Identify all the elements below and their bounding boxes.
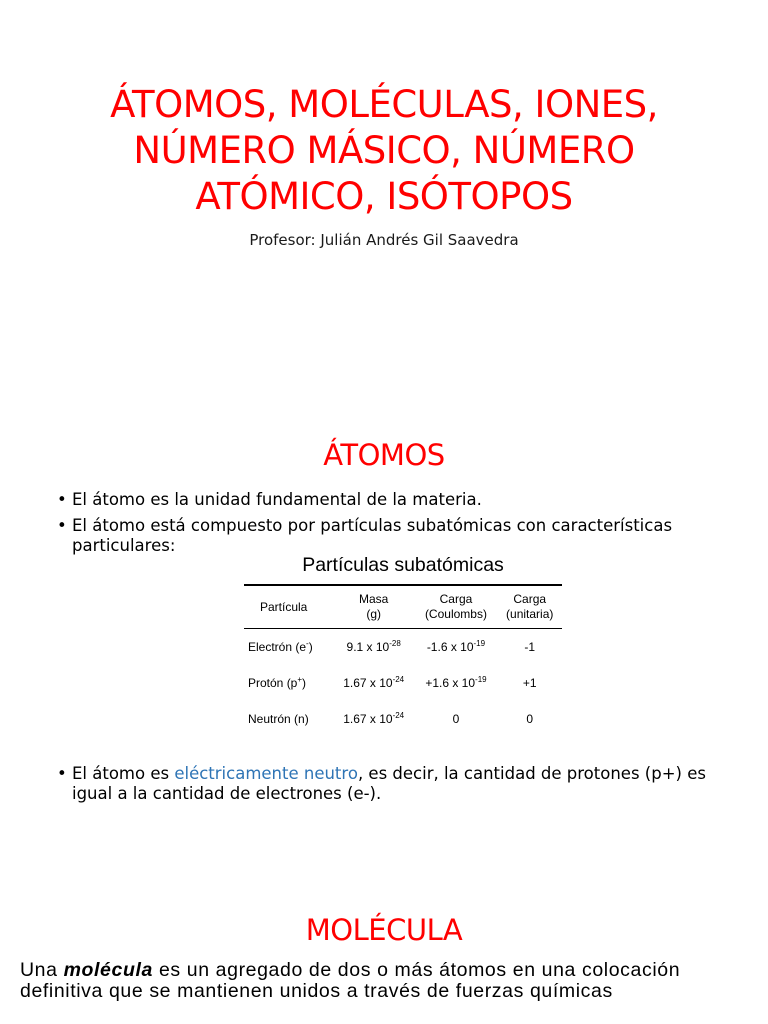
bullet-item: [55, 764, 745, 804]
header-particle: Partícula: [244, 585, 333, 629]
defined-term: molécula: [63, 959, 153, 981]
header-mass: Masa (g): [333, 585, 415, 629]
table-row: [244, 629, 562, 666]
particle-charge: +1.6 x $10^{-19}$: [425, 675, 487, 690]
highlighted-term: eléctricamente neutro: [174, 764, 358, 783]
particle-unit-charge: +1: [522, 676, 537, 690]
table-row: [244, 665, 562, 701]
title-line-3: ATÓMICO, ISÓTOPOS: [195, 175, 573, 218]
particle-charge: -1.6 x $10^{-19}$: [426, 639, 486, 654]
presentation-title: [0, 82, 768, 220]
particle-mass: 1.67 x $10^{-24}$: [343, 675, 405, 690]
particle-name: Electrón (e-): [248, 639, 313, 654]
bullet-dot: •: [57, 764, 67, 783]
table-title: Partículas subatómicas: [302, 554, 504, 576]
particle-mass: 9.1 x $10^{-28}$: [346, 639, 401, 654]
table-row: [244, 701, 562, 737]
molecula-heading: MOLÉCULA: [305, 913, 463, 947]
bullet-text: El átomo está compuesto por partículas subatómicas con características particulares:: [72, 516, 673, 555]
bullet-text: El átomo es eléctricamente neutro, es decir, la cantidad de protones (p+) es igual a la cantidad de electrones (e-).: [72, 764, 706, 803]
header-charge-coulombs: Carga (Coulombs): [414, 585, 497, 629]
particle-unit-charge: -1: [524, 640, 536, 654]
particles-table: [244, 584, 562, 737]
particle-name: Protón (p+): [248, 675, 307, 690]
bullet-dot: •: [57, 516, 67, 535]
professor-subtitle: Profesor: Julián Andrés Gil Saavedra: [249, 231, 519, 249]
particle-unit-charge: 0: [526, 712, 534, 726]
bullet-item: [55, 490, 745, 510]
subatomic-particles-table: [244, 552, 562, 737]
bullet-dot: •: [57, 490, 67, 509]
title-line-1: ÁTOMOS, MOLÉCULAS, IONES,: [110, 83, 658, 126]
particle-mass: 1.67 x $10^{-24}$: [343, 711, 405, 726]
particle-charge: 0: [452, 712, 460, 726]
particle-name: Neutrón (n): [248, 712, 309, 726]
table-header-row: [244, 585, 562, 629]
title-line-2: NÚMERO MÁSICO, NÚMERO: [133, 129, 635, 172]
bullet-item: [55, 516, 745, 556]
molecule-definition: Una molécula es un agregado de dos o más átomos en una colocación definitiva que se mantienen unidos a través de fuerzas químicas: [20, 959, 681, 1002]
header-charge-unit: Carga (unitaria): [497, 585, 562, 629]
atomos-bullets-bottom: [55, 764, 745, 810]
bullet-text: El átomo es la unidad fundamental de la materia.: [72, 490, 482, 509]
atomos-heading: ÁTOMOS: [323, 438, 445, 472]
